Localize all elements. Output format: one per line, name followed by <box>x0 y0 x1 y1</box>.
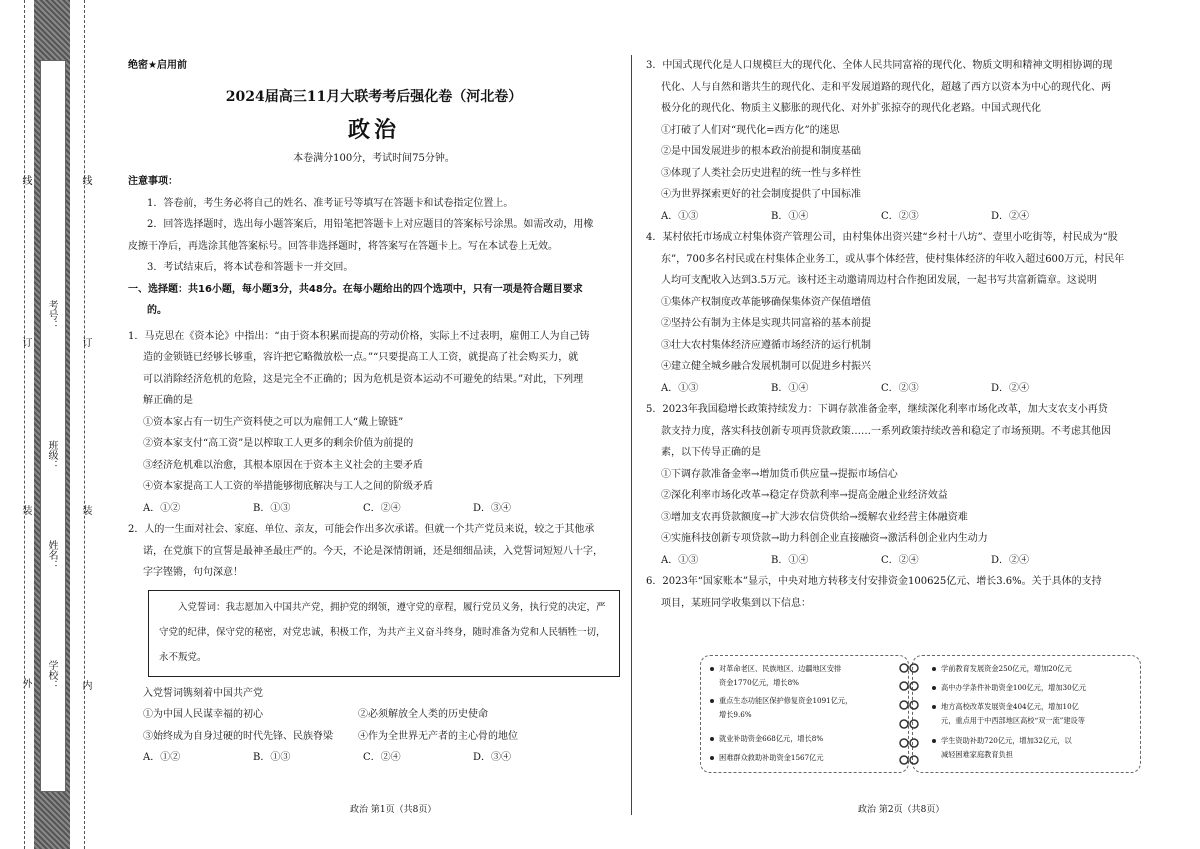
question-stem: 1．马克思在《资本论》中指出：“由于资本积累而提高的劳动价格，实际上不过表明，雇佣工人为自己铸 <box>128 330 590 342</box>
option-a[interactable]: A．①③ <box>661 554 699 566</box>
notice-item: 2．回答选择题时，选出每小题答案后，用铅笔把答题卡上对应题目的答案标号涂黑。如需改动，用橡 <box>147 219 594 230</box>
question-stem: 4．某村依托市场成立村集体资产管理公司，由村集体出资兴建“乡村十八坊”、壹里小吃街等，村民成为“股 <box>646 232 1118 243</box>
option-b[interactable]: B．①④ <box>771 210 809 222</box>
option-b[interactable]: B．①③ <box>253 752 291 763</box>
question-stem: 项目，某班同学收集到以下信息： <box>661 597 811 609</box>
option-c[interactable]: C．②④ <box>363 752 401 763</box>
outer-mark: 外 <box>20 678 31 688</box>
statement: ①为中国人民谋幸福的初心 <box>143 709 263 720</box>
page-divider <box>631 55 632 815</box>
option-d[interactable]: D．③④ <box>473 752 512 763</box>
question-6 <box>646 571 1146 614</box>
question-stem: 极分化的现代化、物质主义膨胀的现代化、对外扩张掠夺的现代化老路。中国式现代化 <box>661 103 1041 114</box>
statement: ③经济危机难以治愈，其根本原因在于资本主义社会的主要矛盾 <box>143 459 423 471</box>
confidential-mark: 绝密★启用前 <box>128 60 187 71</box>
question-stem: 东”，700多名村民或在村集体企业务工，或从事个体经营，使村集体经济的年收入超过600万元，村民年 <box>661 253 1125 265</box>
knot-connector-icon <box>899 663 919 673</box>
knot-connector-icon <box>899 719 919 729</box>
bullet-icon <box>932 739 936 743</box>
answer-options <box>646 378 1146 400</box>
info-item: 地方高校改革发展资金404亿元，增加10亿 <box>932 701 1079 713</box>
knot-connector-icon <box>899 755 919 765</box>
outer-cut-line <box>24 0 25 849</box>
inner-mark: 内 <box>80 680 91 690</box>
answer-options <box>128 498 620 520</box>
page-footer-left: 政治 第1页（共8页） <box>350 805 437 815</box>
option-d[interactable]: D．③④ <box>473 502 512 514</box>
school-label: 学校： <box>46 660 57 690</box>
bullet-icon <box>710 667 714 671</box>
name-label: 姓名： <box>46 540 57 570</box>
info-item-cont: 资金1770亿元，增长8% <box>719 678 800 687</box>
notice-item: 1．答卷前，考生务必将自己的姓名、准考证号等填写在答题卡和试卷指定位置上。 <box>147 197 514 209</box>
question-stem: 人均可支配收入达到3.5万元。该村还主动邀请周边村合作抱团发展，一起书写共富新篇章。这说明 <box>661 275 1097 286</box>
statement: ①打破了人们对“现代化=西方化”的迷思 <box>661 124 840 136</box>
question-2 <box>128 519 620 769</box>
outer-mark: 装 <box>20 505 31 515</box>
question-4 <box>646 227 1146 399</box>
info-item: 就业补助资金668亿元，增长8% <box>710 733 823 745</box>
statement-row <box>128 726 620 748</box>
info-item-cont: 元，重点用于中西部地区高校“双一流”建设等 <box>941 716 1085 725</box>
inner-cut-line <box>84 0 85 849</box>
answer-options <box>646 206 1146 228</box>
option-a[interactable]: A．①② <box>143 502 181 514</box>
inner-mark: 装 <box>80 505 91 515</box>
question-stem: 素，以下传导正确的是 <box>661 447 761 458</box>
answer-options <box>128 747 620 769</box>
option-d[interactable]: D．②④ <box>991 554 1030 566</box>
subject-title: 政治 <box>347 117 400 143</box>
question-5 <box>646 399 1146 571</box>
bullet-icon <box>932 667 936 671</box>
outer-mark: 线 <box>20 175 31 185</box>
name-field[interactable] <box>44 540 59 570</box>
statement: ③壮大农村集体经济应遵循市场经济的运行机制 <box>661 339 871 351</box>
question-stem: 造的金锁链已经够长够重，容许把它略微放松一点。”“只要提高工人工资，就提高了社会购买力，就 <box>143 352 579 363</box>
question-3 <box>646 55 1146 227</box>
notice-item: 3．考试结束后，将本试卷和答题卡一并交回。 <box>147 262 354 273</box>
statement: ②必须解放全人类的历史使命 <box>358 709 488 720</box>
statement: ④实施科技创新专项贷款→助力科创企业直接融资→激活科创企业内生动力 <box>661 533 988 544</box>
statement: ④资本家提高工人工资的举措能够彻底解决与工人之间的阶级矛盾 <box>143 481 433 492</box>
funding-info-graphic <box>700 655 1140 773</box>
exam-meta: 本卷满分100分，考试时间75分钟。 <box>293 152 455 164</box>
bullet-icon <box>932 705 936 709</box>
info-item: 对革命老区、民族地区、边疆地区安排 <box>710 663 841 675</box>
exam-number-field[interactable] <box>44 300 59 330</box>
option-d[interactable]: D．②④ <box>991 210 1030 222</box>
question-1 <box>128 326 620 520</box>
bullet-icon <box>710 756 714 760</box>
notice-title: 注意事项： <box>128 176 178 187</box>
statement: ④为世界探索更好的社会制度提供了中国标准 <box>661 189 861 200</box>
question-stem: 字字铿锵，句句深意！ <box>143 567 243 578</box>
option-a[interactable]: A．①③ <box>661 210 699 222</box>
inner-mark: 订 <box>80 337 91 347</box>
question-stem: 3．中国式现代化是人口规模巨大的现代化、全体人民共同富裕的现代化、物质文明和精神文明相协调的现 <box>646 60 1113 71</box>
question-stem: 解正确的是 <box>143 395 193 406</box>
notice-item: 皮擦干净后，再选涂其他答案标号。回答非选择题时，将答案写在答题卡上。写在本试卷上无效。 <box>128 240 558 252</box>
statement: ④作为全世界无产者的主心骨的地位 <box>358 730 518 742</box>
question-stem: 款支持力度，落实科技创新专项再贷款政策……一系列政策持续改善和稳定了市场预期。不考虑其他因 <box>661 425 1111 437</box>
question-prompt: 入党誓词镌刻着中国共产党 <box>143 687 263 699</box>
section-heading: 一、选择题：共16小题，每小题3分，共48分。在每小题给出的四个选项中，只有一项是符合题目要求 <box>128 283 583 295</box>
statement: ③增加支农再贷款额度→扩大涉农信贷供给→缓解农业经营主体融资难 <box>661 511 968 523</box>
statement: ③体现了人类社会历史进程的统一性与多样性 <box>661 167 861 179</box>
info-item: 高中办学条件补助资金100亿元，增加30亿元 <box>932 682 1086 694</box>
option-c[interactable]: C．②③ <box>881 382 919 394</box>
statement-row <box>128 704 620 726</box>
outer-mark: 订 <box>20 337 31 347</box>
section-heading-cont: 的。 <box>147 305 167 316</box>
school-field[interactable] <box>44 660 59 690</box>
knot-connector-icon <box>899 681 919 691</box>
option-d[interactable]: D．②④ <box>991 382 1030 394</box>
knot-connector-icon <box>899 738 919 748</box>
statement: ④建立健全城乡融合发展机制可以促进乡村振兴 <box>661 361 871 372</box>
oath-text: 入党誓词：我志愿加入中国共产党，拥护党的纲领，遵守党的章程，履行党员义务，执行党的决定，严守党的纪律，保守党的秘密，对党忠诚，积极工作，为共产主义奋斗终身，随时准备为党和人民牺牲一切，永不叛党。 <box>159 601 606 663</box>
statement: ②深化利率市场化改革→稳定存贷款利率→提高金融企业经济效益 <box>661 490 948 501</box>
option-a[interactable]: A．①③ <box>661 382 699 394</box>
bullet-icon <box>710 737 714 741</box>
knot-connector-icon <box>899 700 919 710</box>
question-stem: 5．2023年我国稳增长政策持续发力：下调存款准备金率，继续深化利率市场化改革，加大支农支小再贷 <box>646 404 1108 415</box>
bullet-icon <box>932 686 936 690</box>
statement: ①资本家占有一切生产资料使之可以为雇佣工人“戴上镣链” <box>143 416 404 428</box>
question-stem: 可以消除经济危机的危险，这是完全不正确的；因为危机是资本运动不可避免的结果。”对此，下列理 <box>143 373 584 385</box>
statement: ①下调存款准备金率→增加货币供应量→提振市场信心 <box>661 468 898 480</box>
statement: ③始终成为自身过硬的时代先锋、民族脊梁 <box>143 730 333 742</box>
statement: ②是中国发展进步的根本政治前提和制度基础 <box>661 146 861 157</box>
option-b[interactable]: B．①④ <box>771 382 809 394</box>
info-item: 困难群众救助补助资金1567亿元 <box>710 752 824 764</box>
option-b[interactable]: B．①④ <box>771 554 809 566</box>
class-field[interactable] <box>44 440 59 470</box>
info-item: 重点生态功能区保护修复资金1091亿元， <box>710 695 852 707</box>
statement: ②资本家支付“高工资”是以榨取工人更多的剩余价值为前提的 <box>143 438 414 449</box>
exam-number-label: 考号： <box>46 300 57 330</box>
option-a[interactable]: A．①② <box>143 752 181 763</box>
info-item-cont: 减轻困难家庭教育负担 <box>941 750 1013 759</box>
option-c[interactable]: C．②③ <box>881 210 919 222</box>
question-stem: 诺，在党旗下的宣誓是最神圣最庄严的。今天，不论是深情朗诵，还是细细品读，入党誓词短短八十字， <box>143 545 603 557</box>
page-right <box>646 55 1146 614</box>
option-b[interactable]: B．①③ <box>253 502 291 514</box>
option-c[interactable]: C．②④ <box>363 502 401 514</box>
inner-mark: 线 <box>80 175 91 185</box>
statement: ②坚持公有制为主体是实现共同富裕的基本前提 <box>661 318 871 329</box>
info-item: 学生资助补助720亿元，增加32亿元，以 <box>932 735 1072 747</box>
binding-strip <box>0 0 110 849</box>
question-stem: 代化、人与自然和谐共生的现代化、走和平发展道路的现代化，超越了西方以资本为中心的现代化、两 <box>661 81 1111 93</box>
question-stem: 6．2023年“国家账本”显示，中央对地方转移支付安排资金100625亿元、增长3.6%。关于具体的支持 <box>646 576 1102 587</box>
page-footer-right: 政治 第2页（共8页） <box>858 805 945 815</box>
question-stem: 2．人的一生面对社会、家庭、单位、亲友，可能会作出多次承诺。但就一个共产党员来说，较之于其他承 <box>128 524 595 535</box>
exam-title: 2024届高三11月大联考考后强化卷（河北卷） <box>225 88 523 105</box>
bullet-icon <box>710 699 714 703</box>
class-label: 班级： <box>46 440 57 470</box>
answer-options <box>646 550 1146 572</box>
info-item: 学前教育发展资金250亿元，增加20亿元 <box>932 663 1072 675</box>
info-item-cont: 增长9.6% <box>719 710 752 719</box>
page-left <box>128 55 620 769</box>
option-c[interactable]: C．②④ <box>881 554 919 566</box>
statement: ①集体产权制度改革能够确保集体资产保值增值 <box>661 296 871 308</box>
oath-box <box>148 590 620 677</box>
